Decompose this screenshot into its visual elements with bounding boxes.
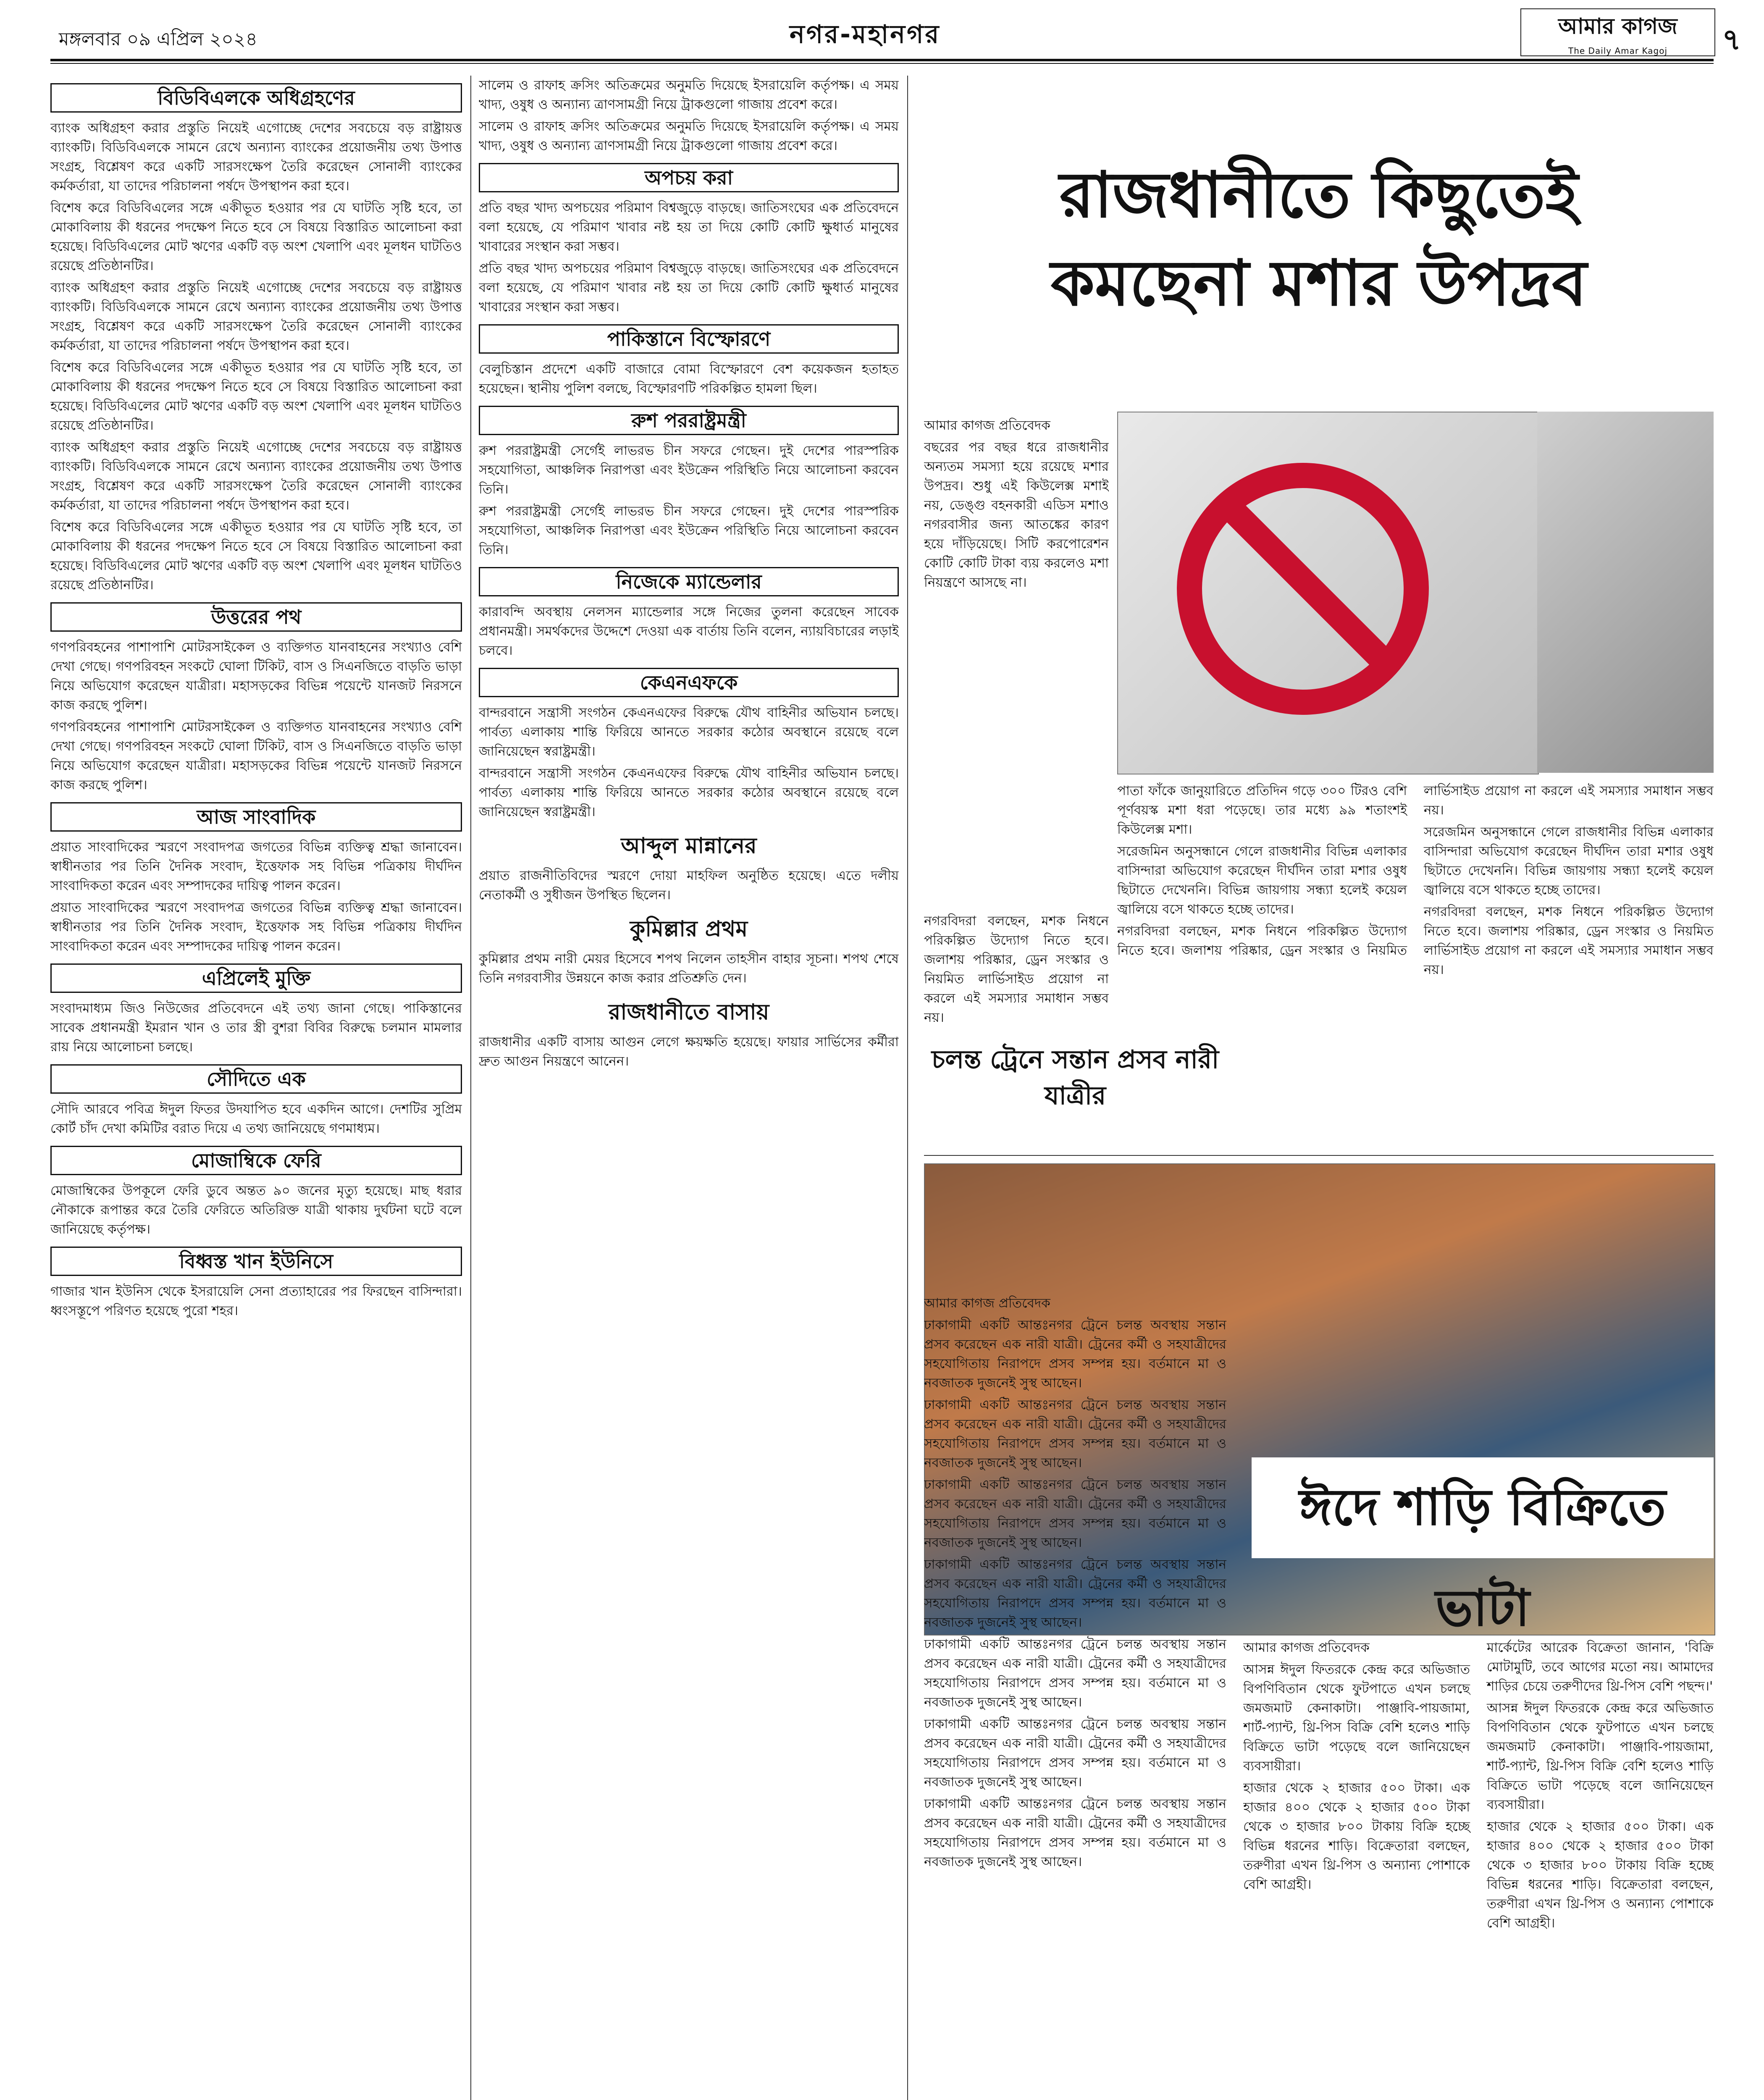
article-text: রুশ পররাষ্ট্রমন্ত্রী সের্গেই লাভরভ চীন সফরে গেছেন। দুই দেশের পারস্পরিক সহযোগিতা, আঞ্চলিক নিরাপত্তা এবং ইউক্রেন পরিস্থিতি নিয়ে আলোচনা করবেন তিনি। bbox=[479, 443, 899, 497]
article-text: মার্কেটের আরেক বিক্রেতা জানান, 'বিক্রি মোটামুটি, তবে আগের মতো নয়। আমাদের শাড়ির চেয়ে তরুণীদের থ্রি-পিস বেশি পছন্দ।' bbox=[1487, 1640, 1714, 1694]
article-text: হাজার থেকে ২ হাজার ৫০০ টাকা। এক হাজার ৪০০ থেকে ২ হাজার ৫০০ টাকা থেকে ৩ হাজার ৮০০ টাকায় বিক্রি হচ্ছে বিভিন্ন ধরনের শাড়ি। বিক্রেতারা বলছেন, তরুণীরা এখন থ্রি-পিস ও অন্যান্য পোশাকে বেশি আগ্রহী। bbox=[1243, 1780, 1470, 1892]
lead-headline-line2: কমছেনা মশার উপদ্রব bbox=[1050, 247, 1587, 320]
article-text: প্রয়াত রাজনীতিবিদের স্মরণে দোয়া মাহফিল অনুষ্ঠিত হয়েছে। এতে দলীয় নেতাকর্মী ও সুধীজন উপস্থিত ছিলেন। bbox=[479, 868, 899, 903]
article-heading: মোজাম্বিকে ফেরি bbox=[50, 1146, 462, 1175]
saree-body bbox=[1243, 1638, 1714, 2100]
article-text: ঢাকাগামী একটি আন্তঃনগর ট্রেনে চলন্ত অবস্থায় সন্তান প্রসব করেছেন এক নারী যাত্রী। ট্রেনের কর্মী ও সহযাত্রীদের সহযোগিতায় নিরাপদে প্রসব সম্পন্ন হয়। বর্তমানে মা ও নবজাতক দুজনেই সুস্থ আছেন। bbox=[924, 1318, 1226, 1391]
article-text: বান্দরবানে সন্ত্রাসী সংগঠন কেএনএফের বিরুদ্ধে যৌথ বাহিনীর অভিযান চলছে। পার্বত্য এলাকায় শান্তি ফিরিয়ে আনতে সরকার কঠোর অবস্থানে রয়েছে বলে জানিয়েছেন স্বরাষ্ট্রমন্ত্রী। bbox=[479, 766, 899, 819]
article-text: ঢাকাগামী একটি আন্তঃনগর ট্রেনে চলন্ত অবস্থায় সন্তান প্রসব করেছেন এক নারী যাত্রী। ট্রেনের কর্মী ও সহযাত্রীদের সহযোগিতায় নিরাপদে প্রসব সম্পন্ন হয়। বর্তমানে মা ও নবজাতক দুজনেই সুস্থ আছেন। bbox=[924, 1717, 1226, 1790]
article-text: নগরবিদরা বলছেন, মশক নিধনে পরিকল্পিত উদ্যোগ নিতে হবে। জলাশয় পরিষ্কার, ড্রেন সংস্কার ও নিয়মিত লার্ভিসাইড প্রয়োগ না করলে এই সমস্যার সমাধান সম্ভব নয়। bbox=[924, 914, 1109, 1025]
article-text: সরেজমিন অনুসন্ধানে গেলে রাজধানীর বিভিন্ন এলাকার বাসিন্দারা অভিযোগ করেছেন দীর্ঘদিন তারা মশার ওষুধ ছিটাতে দেখেননি। বিভিন্ন জায়গায় সন্ধ্যা হলেই কয়েল জ্বালিয়ে বসে থাকতে হচ্ছে তাদের। bbox=[1424, 824, 1714, 898]
article-heading: রাজধানীতে বাসায় bbox=[608, 1000, 769, 1025]
article-heading: সৌদিতে এক bbox=[50, 1064, 462, 1094]
article-text: ব্যাংক অধিগ্রহণ করার প্রস্তুতি নিয়েই এগোচ্ছে দেশের সবচেয়ে বড় রাষ্ট্রায়ত্ত ব্যাংকটি। বিডিবিএলকে সামনে রেখে অন্যান্য ব্যাংকের প্রয়োজনীয় তথ্য উপাত্ত সংগ্রহ, বিশ্লেষণ করে একটি সারসংক্ষেপ তৈরি করেছেন সোনালী ব্যাংকের কর্মকর্তারা, যা তাদের পরিচালনা পর্ষদে উপস্থাপন করা হবে। bbox=[50, 280, 462, 353]
lead-headline bbox=[924, 151, 1714, 412]
section-rule bbox=[924, 1155, 1714, 1156]
newspaper-logo bbox=[1520, 8, 1715, 56]
train-body bbox=[924, 1168, 1226, 2100]
column-middle bbox=[479, 76, 899, 2100]
article-text: ঢাকাগামী একটি আন্তঃনগর ট্রেনে চলন্ত অবস্থায় সন্তান প্রসব করেছেন এক নারী যাত্রী। ট্রেনের কর্মী ও সহযাত্রীদের সহযোগিতায় নিরাপদে প্রসব সম্পন্ন হয়। বর্তমানে মা ও নবজাতক দুজনেই সুস্থ আছেন। bbox=[924, 1637, 1226, 1710]
article-heading: বিডিবিএলকে অধিগ্রহণের bbox=[50, 83, 462, 113]
mosquito-closeup-photo bbox=[1537, 412, 1714, 773]
article-heading: বিধ্বস্ত খান ইউনিসে bbox=[50, 1247, 462, 1276]
article-text: আসন্ন ঈদুল ফিতরকে কেন্দ্র করে অভিজাত বিপণিবিতান থেকে ফুটপাতে এখন চলছে জমজমাট কেনাকাটা। পাঞ্জাবি-পায়জামা, শার্ট-প্যান্ট, থ্রি-পিস বিক্রি বেশি হলেও শাড়ি বিক্রিতে ভাটা পড়েছে বলে জানিয়েছেন ব্যবসায়ীরা। bbox=[1243, 1662, 1470, 1774]
article-heading: কেএনএফকে bbox=[479, 668, 899, 697]
logo-english: The Daily Amar Kagoj bbox=[1568, 45, 1668, 56]
byline: আমার কাগজ প্রতিবেদক bbox=[924, 1296, 1050, 1311]
article-text: সৌদি আরবে পবিত্র ঈদুল ফিতর উদযাপিত হবে একদিন আগে। দেশটির সুপ্রিম কোর্ট চাঁদ দেখা কমিটির বরাত দিয়ে এ তথ্য জানিয়েছে গণমাধ্যম। bbox=[50, 1102, 462, 1136]
article-text: গণপরিবহনের পাশাপাশি মোটরসাইকেল ও ব্যক্তিগত যানবাহনের সংখ্যাও বেশি দেখা গেছে। গণপরিবহন সংকটে ঘোলা টিকিট, বাস ও সিএনজিতে বাড়তি ভাড়া নিয়ে অভিযোগ করেছেন যাত্রীরা। মহাসড়কের বিভিন্ন পয়েন্টে যানজট নিরসনে কাজ করছে পুলিশ। bbox=[50, 640, 462, 713]
article-text: রুশ পররাষ্ট্রমন্ত্রী সের্গেই লাভরভ চীন সফরে গেছেন। দুই দেশের পারস্পরিক সহযোগিতা, আঞ্চলিক নিরাপত্তা এবং ইউক্রেন পরিস্থিতি নিয়ে আলোচনা করবেন তিনি। bbox=[479, 504, 899, 557]
mosquito-photo bbox=[1117, 412, 1539, 774]
header-rule-thin bbox=[50, 63, 1714, 64]
article-heading: কুমিল্লার প্রথম bbox=[630, 916, 748, 942]
article-text: বেলুচিস্তান প্রদেশে একটি বাজারে বোমা বিস্ফোরণে বেশ কয়েকজন হতাহত হয়েছেন। স্থানীয় পুলিশ বলছে, বিস্ফোরণটি পরিকল্পিত হামলা ছিল। bbox=[479, 362, 899, 396]
article-heading: অপচয় করা bbox=[479, 163, 899, 192]
article-text: সরেজমিন অনুসন্ধানে গেলে রাজধানীর বিভিন্ন এলাকার বাসিন্দারা অভিযোগ করেছেন দীর্ঘদিন তারা মশার ওষুধ ছিটাতে দেখেননি। বিভিন্ন জায়গায় সন্ধ্যা হলেই কয়েল জ্বালিয়ে বসে থাকতে হচ্ছে তাদের। bbox=[1117, 844, 1407, 917]
article-heading: উত্তরের পথ bbox=[50, 602, 462, 632]
lead-body-col-cont bbox=[924, 911, 1109, 1037]
byline: আমার কাগজ প্রতিবেদক bbox=[1243, 1640, 1370, 1655]
issue-date: মঙ্গলবার ০৯ এপ্রিল ২০২৪ bbox=[59, 29, 258, 50]
page-number: ৭ bbox=[1722, 22, 1741, 57]
article-text: কারাবন্দি অবস্থায় নেলসন ম্যান্ডেলার সঙ্গে নিজের তুলনা করেছেন সাবেক প্রধানমন্ত্রী। সমর্থকদের উদ্দেশে দেওয়া এক বার্তায় তিনি বলেন, ন্যায়বিচারের লড়াই চলবে। bbox=[479, 604, 899, 658]
article-text: নগরবিদরা বলছেন, মশক নিধনে পরিকল্পিত উদ্যোগ নিতে হবে। জলাশয় পরিষ্কার, ড্রেন সংস্কার ও নিয়মিত লার্ভিসাইড প্রয়োগ না করলে এই সমস্যার সমাধান সম্ভব নয়। bbox=[1424, 904, 1714, 977]
article-text: হাজার থেকে ২ হাজার ৫০০ টাকা। এক হাজার ৪০০ থেকে ২ হাজার ৫০০ টাকা থেকে ৩ হাজার ৮০০ টাকায় বিক্রি হচ্ছে বিভিন্ন ধরনের শাড়ি। বিক্রেতারা বলছেন, তরুণীরা এখন থ্রি-পিস ও অন্যান্য পোশাকে বেশি আগ্রহী। bbox=[1487, 1819, 1714, 1931]
article-text: ঢাকাগামী একটি আন্তঃনগর ট্রেনে চলন্ত অবস্থায় সন্তান প্রসব করেছেন এক নারী যাত্রী। ট্রেনের কর্মী ও সহযাত্রীদের সহযোগিতায় নিরাপদে প্রসব সম্পন্ন হয়। বর্তমানে মা ও নবজাতক দুজনেই সুস্থ আছেন। bbox=[924, 1557, 1226, 1630]
article-text: গণপরিবহনের পাশাপাশি মোটরসাইকেল ও ব্যক্তিগত যানবাহনের সংখ্যাও বেশি দেখা গেছে। গণপরিবহন সংকটে ঘোলা টিকিট, বাস ও সিএনজিতে বাড়তি ভাড়া নিয়ে অভিযোগ করেছেন যাত্রীরা। মহাসড়কের বিভিন্ন পয়েন্টে যানজট নিরসনে কাজ করছে পুলিশ। bbox=[50, 719, 462, 793]
article-text: বিশেষ করে বিডিবিএলের সঙ্গে একীভূত হওয়ার পর যে ঘাটতি সৃষ্টি হবে, তা মোকাবিলায় কী ধরনের পদক্ষেপ নিতে হবে সে বিষয়ে বিস্তারিত আলোচনা করা হয়েছে। বিডিবিএলের মোট ঋণের একটি বড় অংশ খেলাপি এবং মূলধন ঘাটতিও রয়েছে প্রতিষ্ঠানটির। bbox=[50, 360, 462, 433]
lead-body-col bbox=[924, 416, 1109, 911]
logo-bangla: আমার কাগজ bbox=[1558, 13, 1677, 39]
section-title: নগর-মহানগর bbox=[790, 20, 941, 49]
article-text: মোজাম্বিকের উপকূলে ফেরি ডুবে অন্তত ৯০ জনের মৃত্যু হয়েছে। মাছ ধরার নৌকাকে রূপান্তর করে তৈরি ফেরিতে অতিরিক্ত যাত্রী থাকায় দুর্ঘটনা ঘটে বলে জানিয়েছে কর্তৃপক্ষ। bbox=[50, 1183, 462, 1237]
column-divider bbox=[470, 76, 471, 2100]
article-text: রাজধানীর একটি বাসায় আগুন লেগে ক্ষয়ক্ষতি হয়েছে। ফায়ার সার্ভিসের কর্মীরা দ্রুত আগুন নিয়ন্ত্রণে আনেন। bbox=[479, 1034, 899, 1069]
article-text: ঢাকাগামী একটি আন্তঃনগর ট্রেনে চলন্ত অবস্থায় সন্তান প্রসব করেছেন এক নারী যাত্রী। ট্রেনের কর্মী ও সহযাত্রীদের সহযোগিতায় নিরাপদে প্রসব সম্পন্ন হয়। বর্তমানে মা ও নবজাতক দুজনেই সুস্থ আছেন। bbox=[924, 1796, 1226, 1869]
article-heading: আব্দুল মান্নানের bbox=[621, 833, 757, 858]
article-text: বছরের পর বছর ধরে রাজধানীর অন্যতম সমস্যা হয়ে রয়েছে মশার উপদ্রব। শুধু এই কিউলেক্স মশাই নয়, ডেঙ্গু বহনকারী এডিস মশাও নগরবাসীর জন্য আতঙ্কের কারণ হয়ে দাঁড়িয়েছে। সিটি করপোরেশন কোটি কোটি টাকা ব্যয় করলেও মশা নিয়ন্ত্রণে আসছে না। bbox=[924, 440, 1109, 590]
article-heading: পাকিস্তানে বিস্ফোরণে bbox=[479, 324, 899, 354]
column-left bbox=[50, 76, 462, 2100]
masthead bbox=[0, 0, 1764, 84]
article-text: প্রতি বছর খাদ্য অপচয়ের পরিমাণ বিশ্বজুড়ে বাড়ছে। জাতিসংঘের এক প্রতিবেদনে বলা হয়েছে, যে পরিমাণ খাবার নষ্ট হয় তা দিয়ে কোটি কোটি ক্ষুধার্ত মানুষের খাবারের সংস্থান করা সম্ভব। bbox=[479, 200, 899, 254]
article-text: ব্যাংক অধিগ্রহণ করার প্রস্তুতি নিয়েই এগোচ্ছে দেশের সবচেয়ে বড় রাষ্ট্রায়ত্ত ব্যাংকটি। বিডিবিএলকে সামনে রেখে অন্যান্য ব্যাংকের প্রয়োজনীয় তথ্য উপাত্ত সংগ্রহ, বিশ্লেষণ করে একটি সারসংক্ষেপ তৈরি করেছেন সোনালী ব্যাংকের কর্মকর্তারা, যা তাদের পরিচালনা পর্ষদে উপস্থাপন করা হবে। bbox=[50, 121, 462, 194]
header-rule bbox=[50, 59, 1714, 61]
article-text: সালেম ও রাফাহ ক্রসিং অতিক্রমের অনুমতি দিয়েছে ইসরায়েলি কর্তৃপক্ষ। এ সময় খাদ্য, ওষুধ ও অন্যান্য ত্রাণসামগ্রী নিয়ে ট্রাকগুলো গাজায় প্রবেশ করে। bbox=[479, 119, 899, 153]
article-text: বিশেষ করে বিডিবিএলের সঙ্গে একীভূত হওয়ার পর যে ঘাটতি সৃষ্টি হবে, তা মোকাবিলায় কী ধরনের পদক্ষেপ নিতে হবে সে বিষয়ে বিস্তারিত আলোচনা করা হয়েছে। বিডিবিএলের মোট ঋণের একটি বড় অংশ খেলাপি এবং মূলধন ঘাটতিও রয়েছে প্রতিষ্ঠানটির। bbox=[50, 200, 462, 273]
article-text: সংবাদমাধ্যম জিও নিউজের প্রতিবেদনে এই তথ্য জানা গেছে। পাকিস্তানের সাবেক প্রধানমন্ত্রী ইমরান খান ও তার স্ত্রী বুশরা বিবির বিরুদ্ধে চলমান মামলার রায় নিয়ে আলোচনা চলছে। bbox=[50, 1001, 462, 1055]
article-text: ঢাকাগামী একটি আন্তঃনগর ট্রেনে চলন্ত অবস্থায় সন্তান প্রসব করেছেন এক নারী যাত্রী। ট্রেনের কর্মী ও সহযাত্রীদের সহযোগিতায় নিরাপদে প্রসব সম্পন্ন হয়। বর্তমানে মা ও নবজাতক দুজনেই সুস্থ আছেন। bbox=[924, 1477, 1226, 1550]
article-heading: আজ সাংবাদিক bbox=[50, 802, 462, 832]
article-text: প্রতি বছর খাদ্য অপচয়ের পরিমাণ বিশ্বজুড়ে বাড়ছে। জাতিসংঘের এক প্রতিবেদনে বলা হয়েছে, যে পরিমাণ খাবার নষ্ট হয় তা দিয়ে কোটি কোটি ক্ষুধার্ত মানুষের খাবারের সংস্থান করা সম্ভব। bbox=[479, 261, 899, 315]
train-headline: চলন্ত ট্রেনে সন্তান প্রসব নারী যাত্রীর bbox=[931, 1045, 1219, 1110]
article-heading: রুশ পররাষ্ট্রমন্ত্রী bbox=[479, 406, 899, 435]
article-text: প্রয়াত সাংবাদিকের স্মরণে সংবাদপত্র জগতের বিভিন্ন ব্যক্তিত্ব শ্রদ্ধা জানাবেন। স্বাধীনতার পর তিনি দৈনিক সংবাদ, ইত্তেফাক সহ বিভিন্ন পত্রিকায় দীর্ঘদিন সাংবাদিকতা করেন এবং সম্পাদকের দায়িত্ব পালন করেন। bbox=[50, 900, 462, 954]
column-divider bbox=[907, 76, 908, 2100]
article-text: আসন্ন ঈদুল ফিতরকে কেন্দ্র করে অভিজাত বিপণিবিতান থেকে ফুটপাতে এখন চলছে জমজমাট কেনাকাটা। পাঞ্জাবি-পায়জামা, শার্ট-প্যান্ট, থ্রি-পিস বিক্রি বেশি হলেও শাড়ি বিক্রিতে ভাটা পড়েছে বলে জানিয়েছেন ব্যবসায়ীরা। bbox=[1487, 1701, 1714, 1812]
article-text: নগরবিদরা বলছেন, মশক নিধনে পরিকল্পিত উদ্যোগ নিতে হবে। জলাশয় পরিষ্কার, ড্রেন সংস্কার ও নিয়মিত লার্ভিসাইড প্রয়োগ না করলে এই সমস্যার সমাধান সম্ভব নয়। bbox=[1117, 783, 1714, 958]
no-mosquito-icon bbox=[1177, 463, 1429, 715]
article-heading: নিজেকে ম্যান্ডেলার bbox=[479, 567, 899, 596]
article-text: পাতা ফাঁকে জানুয়ারিতে প্রতিদিন গড়ে ৩০০ টিরও বেশি পূর্ণবয়স্ক মশা ধরা পড়েছে। তার মধ্যে ৯৯ শতাংশই কিউলেক্স মশা। bbox=[1117, 783, 1407, 837]
article-text: কুমিল্লার প্রথম নারী মেয়র হিসেবে শপথ নিলেন তাহসীন বাহার সূচনা। শপথ শেষে তিনি নগরবাসীর উন্নয়নে কাজ করার প্রতিশ্রুতি দেন। bbox=[479, 951, 899, 986]
byline: আমার কাগজ প্রতিবেদক bbox=[924, 418, 1050, 433]
article-text: ব্যাংক অধিগ্রহণ করার প্রস্তুতি নিয়েই এগোচ্ছে দেশের সবচেয়ে বড় রাষ্ট্রায়ত্ত ব্যাংকটি। বিডিবিএলকে সামনে রেখে অন্যান্য ব্যাংকের প্রয়োজনীয় তথ্য উপাত্ত সংগ্রহ, বিশ্লেষণ করে একটি সারসংক্ষেপ তৈরি করেছেন সোনালী ব্যাংকের কর্মকর্তারা, যা তাদের পরিচালনা পর্ষদে উপস্থাপন করা হবে। bbox=[50, 440, 462, 513]
article-text: বিশেষ করে বিডিবিএলের সঙ্গে একীভূত হওয়ার পর যে ঘাটতি সৃষ্টি হবে, তা মোকাবিলায় কী ধরনের পদক্ষেপ নিতে হবে সে বিষয়ে বিস্তারিত আলোচনা করা হয়েছে। বিডিবিএলের মোট ঋণের একটি বড় অংশ খেলাপি এবং মূলধন ঘাটতিও রয়েছে প্রতিষ্ঠানটির। bbox=[50, 520, 462, 593]
article-text: গাজার খান ইউনিস থেকে ইসরায়েলি সেনা প্রত্যাহারের পর ফিরছেন বাসিন্দারা। ধ্বংসস্তূপে পরিণত হয়েছে পুরো শহর। bbox=[50, 1284, 462, 1318]
article-text: ঢাকাগামী একটি আন্তঃনগর ট্রেনে চলন্ত অবস্থায় সন্তান প্রসব করেছেন এক নারী যাত্রী। ট্রেনের কর্মী ও সহযাত্রীদের সহযোগিতায় নিরাপদে প্রসব সম্পন্ন হয়। বর্তমানে মা ও নবজাতক দুজনেই সুস্থ আছেন। bbox=[924, 1397, 1226, 1470]
saree-headline: ঈদে শাড়ি বিক্রিতে ভাটা bbox=[1252, 1457, 1714, 1558]
article-text: সালেম ও রাফাহ ক্রসিং অতিক্রমের অনুমতি দিয়েছে ইসরায়েলি কর্তৃপক্ষ। এ সময় খাদ্য, ওষুধ ও অন্যান্য ত্রাণসামগ্রী নিয়ে ট্রাকগুলো গাজায় প্রবেশ করে। bbox=[479, 78, 899, 112]
lead-headline-line1: রাজধানীতে কিছুতেই bbox=[1059, 159, 1578, 232]
article-text: বান্দরবানে সন্ত্রাসী সংগঠন কেএনএফের বিরুদ্ধে যৌথ বাহিনীর অভিযান চলছে। পার্বত্য এলাকায় শান্তি ফিরিয়ে আনতে সরকার কঠোর অবস্থানে রয়েছে বলে জানিয়েছেন স্বরাষ্ট্রমন্ত্রী। bbox=[479, 705, 899, 759]
article-text: প্রয়াত সাংবাদিকের স্মরণে সংবাদপত্র জগতের বিভিন্ন ব্যক্তিত্ব শ্রদ্ধা জানাবেন। স্বাধীনতার পর তিনি দৈনিক সংবাদ, ইত্তেফাক সহ বিভিন্ন পত্রিকায় দীর্ঘদিন সাংবাদিকতা করেন এবং সম্পাদকের দায়িত্ব পালন করেন। bbox=[50, 840, 462, 893]
article-heading: এপ্রিলেই মুক্তি bbox=[50, 963, 462, 993]
